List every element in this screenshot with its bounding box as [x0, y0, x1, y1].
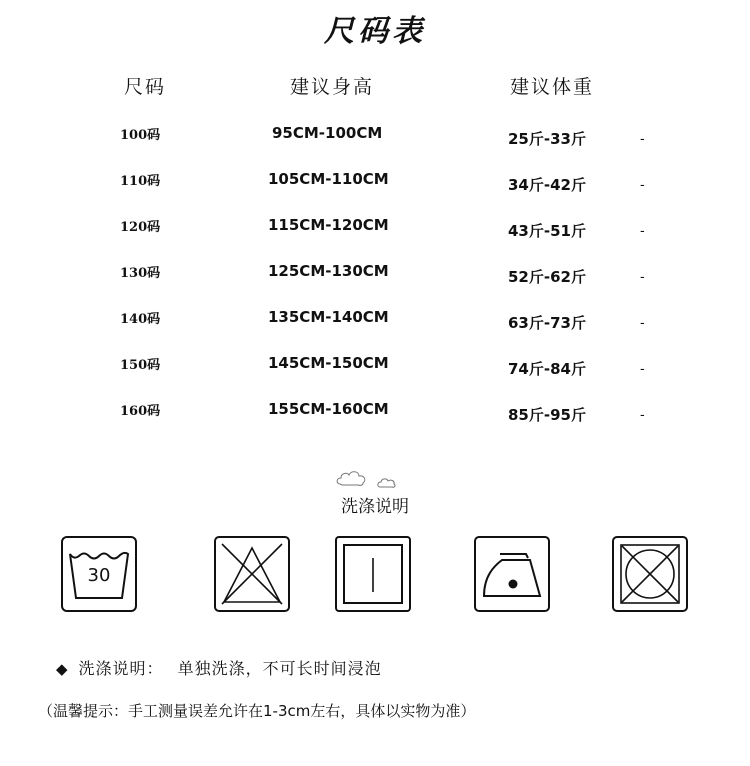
size-cell: 130码 — [120, 266, 161, 281]
extra-cell: - — [640, 224, 645, 239]
extra-cell: - — [640, 408, 645, 423]
weight-cell: 25斤-33斤 — [508, 130, 586, 148]
size-cell: 140码 — [120, 312, 161, 327]
note-label: 洗涤说明： — [78, 659, 164, 678]
extra-cell: - — [640, 362, 645, 377]
height-cell: 135CM-140CM — [268, 308, 389, 326]
size-cell: 100码 — [120, 128, 161, 143]
height-cell: 105CM-110CM — [268, 170, 389, 188]
iron-low-icon — [474, 536, 550, 612]
height-cell: 155CM-160CM — [268, 400, 389, 418]
weight-cell: 63斤-73斤 — [508, 314, 586, 332]
cloud-icon — [336, 468, 400, 490]
weight-cell: 52斤-62斤 — [508, 268, 586, 286]
extra-cell: - — [640, 178, 645, 193]
header-size: 尺码 — [124, 76, 167, 98]
washing-title: 洗涤说明 — [341, 497, 409, 517]
height-cell: 145CM-150CM — [268, 354, 389, 372]
measurement-tip: （温馨提示：手工测量误差允许在1-3cm左右，具体以实物为准） — [38, 702, 476, 720]
weight-cell: 74斤-84斤 — [508, 360, 586, 378]
height-cell: 125CM-130CM — [268, 262, 389, 280]
size-cell: 120码 — [120, 220, 161, 235]
height-cell: 115CM-120CM — [268, 216, 389, 234]
page-title: 尺码表 — [324, 14, 426, 49]
extra-cell: - — [640, 132, 645, 147]
extra-cell: - — [640, 270, 645, 285]
header-height: 建议身高 — [290, 76, 375, 98]
weight-cell: 85斤-95斤 — [508, 406, 586, 424]
header-weight: 建议体重 — [510, 76, 595, 98]
wash-temperature: 30 — [87, 565, 111, 586]
weight-cell: 43斤-51斤 — [508, 222, 586, 240]
weight-cell: 34斤-42斤 — [508, 176, 586, 194]
wash-30-icon — [61, 536, 137, 612]
extra-cell: - — [640, 316, 645, 331]
diamond-bullet-icon: ◆ — [56, 660, 69, 678]
tumble-dry-line-icon — [335, 536, 411, 612]
size-cell: 150码 — [120, 358, 161, 373]
no-tumble-dry-icon — [612, 536, 688, 612]
no-bleach-icon — [214, 536, 290, 612]
note-text: 单独洗涤，不可长时间浸泡 — [177, 659, 382, 678]
size-cell: 110码 — [120, 174, 161, 189]
size-cell: 160码 — [120, 404, 161, 419]
washing-note — [56, 656, 382, 679]
height-cell: 95CM-100CM — [272, 124, 383, 142]
